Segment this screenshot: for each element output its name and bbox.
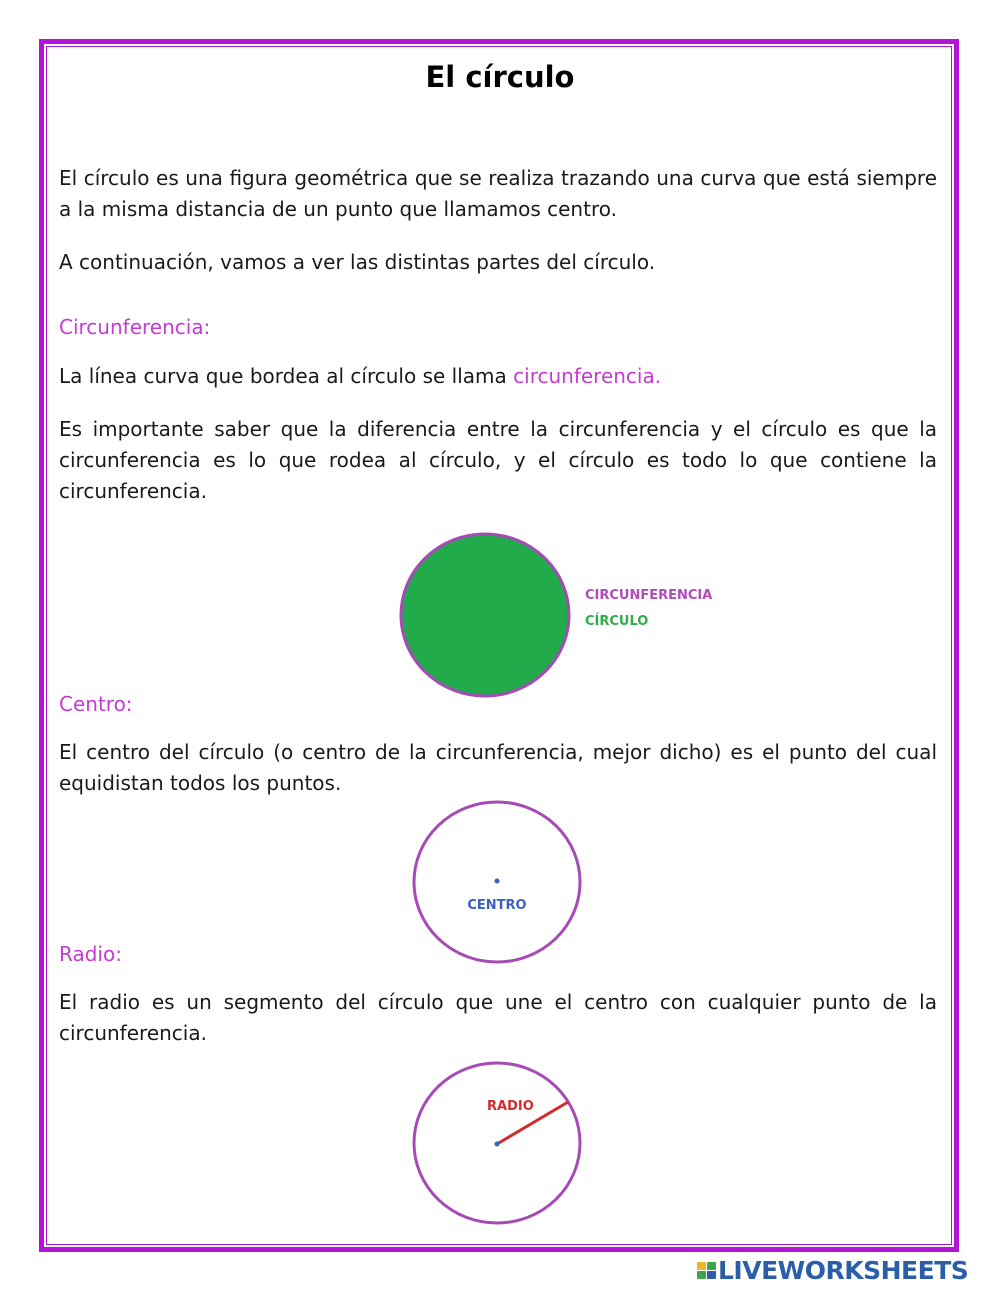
circulo-label: CÍRCULO [585,614,649,629]
circunferencia-paragraph-2: Es importante saber que la diferencia entre la circunferencia y el círculo es que la circunferencia es lo que rodea al círculo, y el círculo es todo lo que contiene la circunferencia. [59,417,937,503]
circunferencia-heading: Circunferencia: [59,315,211,339]
intro-paragraph-1: El círculo es una figura geométrica que se realiza trazando una curva que está siempre a la misma distancia de un punto que llamamos centro. [59,166,937,221]
circunferencia-figure [390,525,750,705]
centro-paragraph-1: El centro del círculo (o centro de la circunferencia, mejor dicho) es el punto del cual equidistan todos los puntos. [59,740,937,795]
radio-label: RADIO [487,1099,534,1114]
liveworksheets-logo [697,1255,968,1285]
centro-figure [405,795,590,970]
circulo-disk [401,534,569,696]
circunferencia-paragraph-1 [59,361,937,392]
circunferencia-label: CIRCUNFERENCIA [585,588,713,603]
circunferencia-paragraph-1-text: La línea curva que bordea al círculo se llama [59,364,514,388]
centro-label: CENTRO [467,898,527,913]
radio-figure [405,1057,590,1232]
centro-heading: Centro: [59,692,133,716]
liveworksheets-logo-text: LIVEWORKSHEETS [718,1255,969,1285]
radio-center-point [495,1142,500,1147]
circunferencia-highlight: circunferencia. [513,364,662,388]
radio-heading: Radio: [59,942,122,966]
page-title: El círculo [425,60,575,94]
liveworksheets-logo-icon [697,1262,716,1279]
intro-paragraph-2: A continuación, vamos a ver las distintas partes del círculo. [59,250,656,274]
centro-point [495,879,500,884]
radio-paragraph-1: El radio es un segmento del círculo que une el centro con cualquier punto de la circunferencia. [59,990,937,1045]
